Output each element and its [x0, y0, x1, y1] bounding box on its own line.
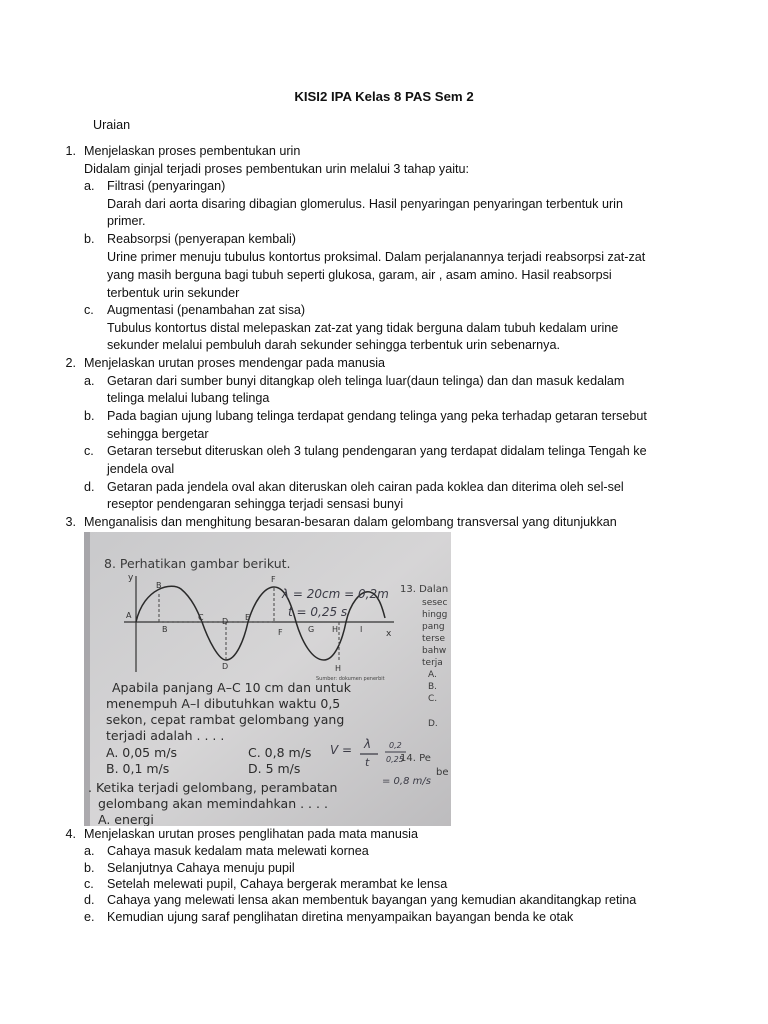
item-number: 1. [65, 144, 76, 158]
sub-title: Augmentasi (penambahan zat sisa) [107, 303, 306, 317]
next-question-line: gelombang akan memindahkan . . . . [98, 796, 328, 811]
label-i: I [360, 625, 363, 634]
label-d1: D [222, 617, 229, 626]
sub-text: Cahaya yang melewati lensa akan membentuk bayangan yang kemudian akanditangkap retina [107, 893, 637, 907]
sub-letter: e. [84, 910, 95, 924]
q13-fragment: bahw [422, 646, 447, 656]
sub-text: Pada bagian ujung lubang telinga terdapat gendang telinga yang peka terhadap getaran tersebut [107, 409, 647, 423]
q13-fragment: sesec [422, 598, 448, 608]
q13-fragment: A. [428, 670, 437, 680]
sub-letter: c. [84, 444, 94, 458]
next-question-line: . Ketika terjadi gelombang, perambatan [88, 780, 338, 795]
sub-letter: c. [84, 877, 94, 891]
item-number: 3. [65, 515, 76, 529]
note-result: = 0,8 m/s [382, 776, 431, 787]
sub-letter: b. [84, 409, 95, 423]
stem-line: menempuh A–I dibutuhkan waktu 0,5 [106, 696, 341, 711]
note-calc-bot: 0,25 [386, 755, 404, 764]
item-heading: Menjelaskan urutan proses mendengar pada manusia [84, 356, 386, 370]
sub-letter: b. [84, 232, 95, 246]
note-frac-bot: t [365, 756, 370, 769]
item-heading: Menjelaskan proses pembentukan urin [84, 144, 301, 158]
q13-fragment: B. [428, 682, 438, 692]
photo-q8-title: 8. Perhatikan gambar berikut. [104, 556, 291, 571]
q13-fragment: hingg [422, 610, 448, 620]
label-a: A [126, 611, 132, 620]
sub-text: sehingga bergetar [107, 427, 209, 441]
item-heading: Menjelaskan urutan proses penglihatan pada mata manusia [84, 827, 418, 841]
sub-text: Kemudian ujung saraf penglihatan diretina menyampaikan bayangan benda ke otak [107, 910, 574, 924]
sub-text: yang masih berguna bagi tubuh seperti glukosa, garam, air , asam amino. Hasil reabsorpsi [107, 268, 612, 282]
sub-text: Getaran tersebut diteruskan oleh 3 tulang pendengaran yang terdapat didalam telinga Tengah ke [107, 444, 647, 458]
sub-text: Tubulus kontortus distal melepaskan zat-zat yang tidak berguna dalam tubuh kedalam urine [107, 321, 619, 335]
stem-line: Apabila panjang A–C 10 cm dan untuk [112, 680, 351, 695]
sub-text: Urine primer menuju tubulus kontortus proksimal. Dalam perjalanannya terjadi reabsorpsi zat-zat [107, 250, 646, 264]
sub-text: Cahaya masuk kedalam mata melewati kornea [107, 844, 369, 858]
sub-text: terbentuk urin sekunder [107, 286, 240, 300]
option-b: B. 0,1 m/s [106, 761, 170, 776]
sub-text: Setelah melewati pupil, Cahaya bergerak merambat ke lensa [107, 877, 448, 891]
label-axis-x: x [386, 629, 392, 639]
q13-fragment: terja [422, 658, 443, 668]
sub-letter: b. [84, 861, 95, 875]
label-b: B [156, 581, 162, 590]
sub-text: Darah dari aorta disaring dibagian glomerulus. Hasil penyaringan penyaringan terbentuk urin [107, 197, 623, 211]
label-h1: H [332, 625, 339, 634]
document-title: KISI2 IPA Kelas 8 PAS Sem 2 [294, 89, 474, 104]
note-lambda: λ = 20cm = 0,2m [282, 587, 389, 601]
item-number: 2. [65, 356, 76, 370]
sub-text: telinga melalui lubang telinga [107, 391, 270, 405]
q13-fragment: 13. Dalan [400, 584, 449, 595]
item-heading: Menganalisis dan menghitung besaran-besaran dalam gelombang transversal yang ditunjukkan [84, 515, 617, 529]
option-d: D. 5 m/s [248, 761, 301, 776]
q13-fragment: C. [428, 694, 438, 704]
source-caption: Sumber: dokumen penerbit [316, 676, 385, 682]
option-c: C. 0,8 m/s [248, 745, 312, 760]
sub-letter: a. [84, 374, 95, 388]
stem-line: terjadi adalah . . . . [106, 728, 225, 743]
sub-text: Getaran pada jendela oval akan diteruskan oleh cairan pada koklea dan diterima oleh sel-sel [107, 480, 624, 494]
sub-text: sekunder melalui pembuluh darah sekunder sehingga terbentuk urin sebenarnya. [107, 338, 560, 352]
sub-title: Filtrasi (penyaringan) [107, 179, 226, 193]
question-photo-drawing [84, 532, 451, 826]
q14-fragment: be [436, 767, 449, 778]
sub-letter: a. [84, 179, 95, 193]
q13-fragment: D. [428, 719, 438, 729]
option-a: A. 0,05 m/s [106, 745, 177, 760]
label-f1: F [271, 575, 276, 584]
stem-line: sekon, cepat rambat gelombang yang [106, 712, 345, 727]
sub-text: reseptor pendengaran sehingga terjadi sensasi bunyi [107, 497, 404, 511]
sub-text: jendela oval [107, 462, 175, 476]
label-d2: D [222, 662, 229, 671]
q13-fragment: terse [422, 634, 445, 644]
note-time: t = 0,25 s [288, 605, 348, 619]
section-label: Uraian [93, 118, 131, 132]
note-calc-top: 0,2 [389, 741, 402, 750]
sub-text: Getaran dari sumber bunyi ditangkap oleh telinga luar(daun telinga) dan dan masuk kedalam [107, 374, 625, 388]
sub-letter: c. [84, 303, 94, 317]
question-photo [84, 532, 451, 826]
q13-fragment: pang [422, 622, 445, 632]
label-axis-y: y [128, 573, 134, 583]
q14-fragment: 14. Pe [400, 753, 431, 764]
note-frac-top: λ [364, 737, 372, 751]
sub-text: Selanjutnya Cahaya menuju pupil [107, 861, 295, 875]
label-e: E [245, 613, 251, 622]
sub-letter: a. [84, 844, 95, 858]
sub-letter: d. [84, 480, 95, 494]
label-h2: H [335, 664, 342, 673]
label-g: G [308, 625, 315, 634]
sub-letter: d. [84, 893, 95, 907]
note-v: V = [330, 743, 353, 757]
next-question-line: A. energi [98, 812, 154, 826]
item-number: 4. [65, 827, 76, 841]
item-intro: Didalam ginjal terjadi proses pembentukan urin melalui 3 tahap yaitu: [84, 162, 470, 176]
label-b2: B [162, 625, 168, 634]
sub-title: Reabsorpsi (penyerapan kembali) [107, 232, 297, 246]
label-c: C [198, 613, 204, 622]
sub-text: primer. [107, 214, 146, 228]
label-f2: F [278, 628, 283, 637]
